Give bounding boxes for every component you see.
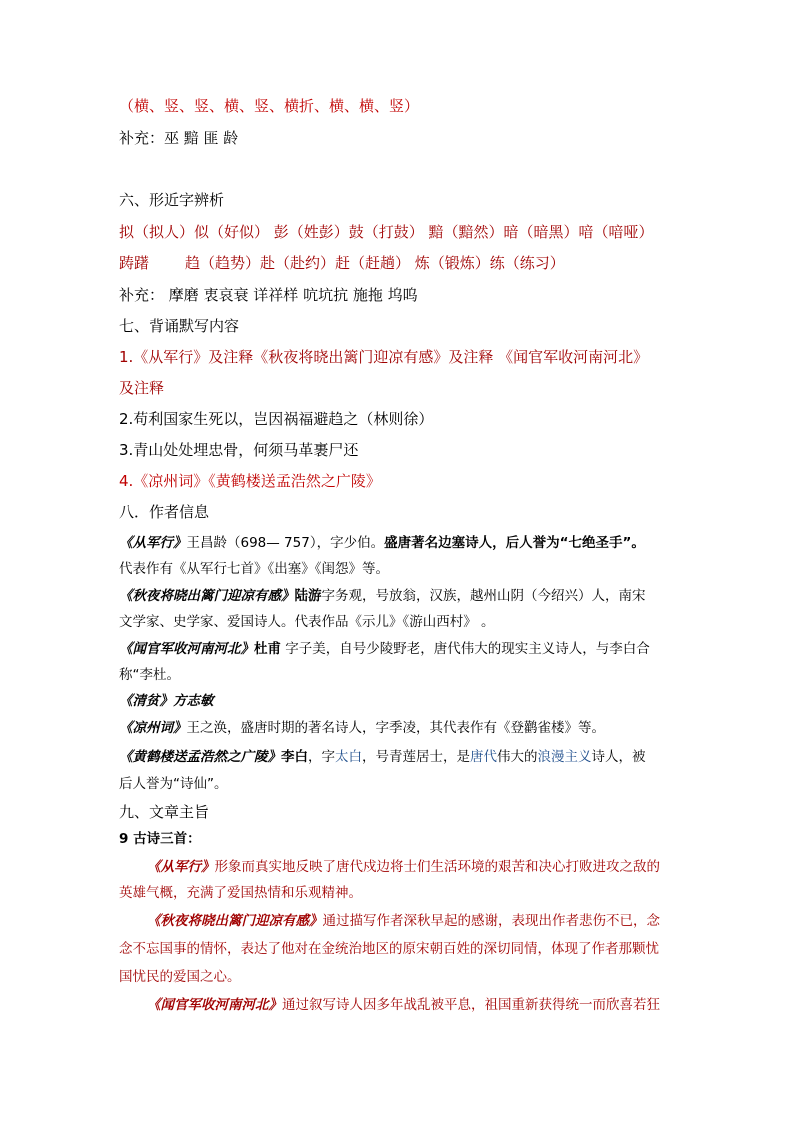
- theme-qiuye-cont-1: 念不忘国事的情怀，表达了他对在金统治地区的原宋朝百姓的深切同情，体现了作者那颗忧: [119, 941, 659, 957]
- author-name: 李白: [281, 749, 308, 765]
- similar-chars-line-1: 拟（拟人）似（好似） 彭（姓彭）鼓（打鼓） 黯（黯然）暗（暗黑）喑（喑哑）: [119, 223, 654, 241]
- author-dufu: [119, 639, 650, 659]
- poem-title: 《秋夜将晓出篱门迎凉有感》: [147, 913, 323, 929]
- author-info: 字子美，自号少陵野老，唐代伟大的现实主义诗人，与李白合: [281, 641, 650, 657]
- supplement-similar: 补充： 摩磨 衷哀衰 详祥样 吭坑抗 施拖 坞呜: [119, 286, 418, 304]
- poem-title: 《闻官军收河南河北》: [147, 997, 282, 1013]
- author-dufu-cont: 称“李杜。: [119, 667, 180, 683]
- theme-congjunxing-cont: 英雄气概，充满了爱国热情和乐观精神。: [119, 885, 362, 901]
- poem-title: 《秋夜将晓出篱门迎凉有感》: [119, 588, 295, 604]
- poem-title: 《从军行》: [147, 859, 215, 875]
- section-six-heading: 六、形近字辨析: [119, 191, 225, 209]
- poem-title: 《闻官军收河南河北》: [119, 641, 254, 657]
- recite-item-1-cont: 及注释: [119, 379, 165, 397]
- author-info-part: 诗人，被: [591, 749, 646, 765]
- author-libai: [119, 747, 646, 767]
- theme-qiuye-cont-2: 国忧民的爱国之心。: [119, 969, 241, 985]
- similar-chars-pairs: 趋（趋势）赴（赴约）赶（赶趟） 炼（锻炼）练（练习）: [185, 254, 565, 272]
- author-info-part: ，号青莲居士，是: [362, 749, 470, 765]
- section-eight-heading: 八．作者信息: [119, 503, 210, 521]
- courtesy-name: 太白: [335, 749, 362, 765]
- poem-title: 《凉州词》: [119, 720, 187, 736]
- author-wangchangling: [119, 533, 645, 553]
- theme-text: 形象而真实地反映了唐代戍边将士们生活环境的艰苦和决心打败进攻之敌的: [214, 859, 660, 875]
- romanticism-link: 浪漫主义: [537, 749, 592, 765]
- theme-qiuye: [147, 911, 660, 931]
- recite-item-3: 3.青山处处埋忠骨，何须马革裹尸还: [119, 441, 359, 459]
- author-luyou: [119, 586, 646, 606]
- author-wangchangling-works: 代表作有《从军行七首》《出塞》《闺怨》等。: [119, 561, 389, 577]
- author-info: （698— 757），字少伯。: [227, 535, 385, 551]
- theme-text: 通过描写作者深秋早起的感谢，表现出作者悲伤不已，念: [322, 913, 660, 929]
- author-name: 王昌龄: [186, 535, 227, 551]
- theme-congjunxing: [147, 857, 660, 877]
- section-nine-heading: 九、文章主旨: [119, 803, 210, 821]
- recite-item-2: 2.苟利国家生死以，岂因祸福避趋之（林则徐）: [119, 410, 434, 428]
- ancient-poems-subheading: 9 古诗三首：: [119, 831, 201, 847]
- poem-title: 《从军行》: [119, 535, 187, 551]
- author-wangzhihuan: [119, 718, 605, 738]
- author-info-part: 伟大的: [497, 749, 538, 765]
- author-fangzhimin: 《清贫》方志敏: [119, 693, 214, 709]
- section-seven-heading: 七、背诵默写内容: [119, 317, 240, 335]
- recite-item-1: 1.《从军行》及注释《秋夜将晓出篱门迎凉有感》及注释 《闻官军收河南河北》: [119, 348, 649, 366]
- chouchu-word: 踌躇: [119, 254, 150, 272]
- stroke-order-line: （横、竖、竖、横、竖、横折、横、横、竖）: [119, 97, 420, 115]
- author-info: 王之涣，盛唐时期的著名诗人，字季凌，其代表作有《登鹳雀楼》等。: [186, 720, 605, 736]
- author-info-part: ，字: [308, 749, 335, 765]
- author-name: 杜甫: [254, 641, 281, 657]
- recite-item-4: 4.《凉州词》《黄鹤楼送孟浩然之广陵》: [119, 472, 381, 490]
- theme-wenguanjun: [147, 995, 660, 1015]
- theme-text: 通过叙写诗人因多年战乱被平息，祖国重新获得统一而欣喜若狂: [282, 997, 660, 1013]
- poem-title: 《黄鹤楼送孟浩然之广陵》: [119, 749, 281, 765]
- similar-chars-line-2: [119, 253, 565, 273]
- author-info: 字务观，号放翁，汉族，越州山阴（今绍兴）人，南宋: [321, 588, 646, 604]
- supplement-chars: 补充：巫 黯 匪 龄: [119, 129, 239, 147]
- author-name: 陆游: [294, 588, 322, 604]
- author-luyou-works: 文学家、史学家、爱国诗人。代表作品《示儿》《游山西村》 。: [119, 614, 495, 630]
- author-highlight: 盛唐著名边塞诗人，后人誉为“七绝圣手”。: [384, 535, 645, 551]
- author-libai-cont: 后人誉为“诗仙”。: [119, 776, 228, 792]
- dynasty-link: 唐代: [470, 749, 497, 765]
